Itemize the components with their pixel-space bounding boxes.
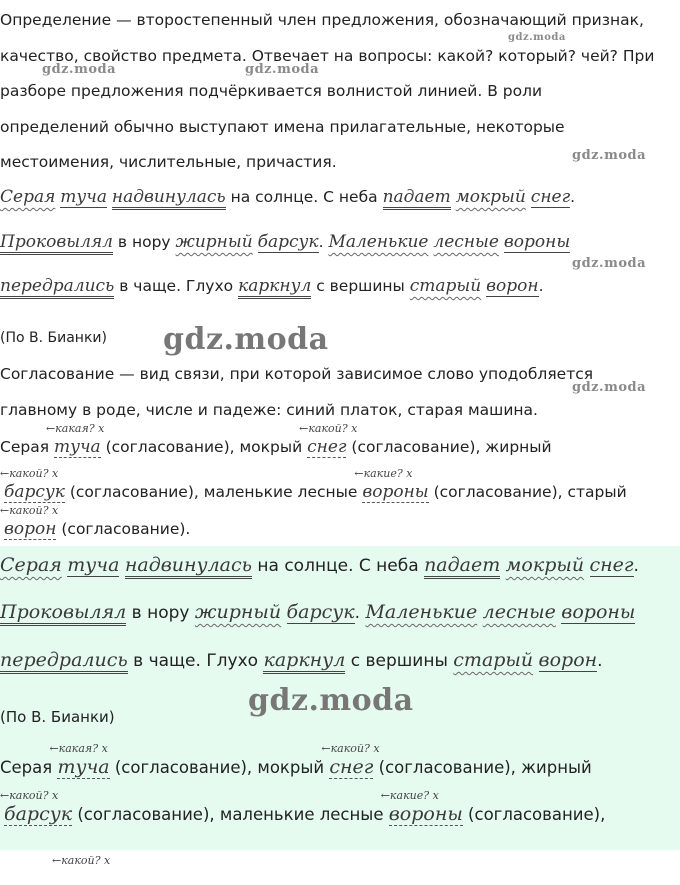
question-annotation: ←какой? x	[52, 854, 111, 867]
agreement-text: (согласование), мокрый	[109, 758, 330, 777]
watermark-logo: gdz.moda	[245, 62, 320, 77]
word-barsuk: барсук	[286, 601, 355, 623]
annotated-word	[0, 789, 73, 825]
word-karknul: каркнул	[263, 649, 345, 674]
text-line-1	[0, 187, 575, 207]
text-fragment: на солнце. С неба	[225, 188, 383, 206]
word-mokryi: мокрый	[455, 187, 526, 207]
word-malenkie: Маленькие	[328, 232, 429, 252]
text-fragment: в чаще. Глухо	[127, 651, 264, 671]
answer-text-line-2	[0, 602, 635, 623]
text-fragment: в нору	[112, 233, 176, 251]
word-lesnye: лесные	[482, 601, 556, 623]
annotated-word	[45, 422, 105, 457]
text-line-3	[0, 276, 544, 296]
text-fragment: .	[633, 556, 639, 576]
agreement-line-3	[0, 504, 191, 539]
word-peredralis: передрались	[0, 276, 114, 299]
text-fragment: .	[318, 233, 324, 251]
agreement-head-word: ворон	[4, 519, 57, 539]
text-fragment: .	[570, 188, 576, 206]
question-annotation: ←какой? x	[299, 422, 358, 435]
agreement-head-word: туча	[57, 756, 110, 778]
word-nadvinulas: надвинулась	[112, 187, 226, 210]
question-annotation: ←какие? x	[354, 467, 413, 480]
text-fragment: .	[354, 603, 361, 623]
definition-line-1: Определение — второстепенный член предложения, обозначающий признак,	[0, 11, 644, 29]
annotated-word	[321, 742, 380, 778]
answer-text-line-3	[0, 650, 603, 671]
definition-line-4: определений обычно выступают имена прилагательные, некоторые	[0, 118, 565, 136]
question-annotation: ←какой? x	[0, 504, 59, 517]
definition-line-5: местоимения, числительные, причастия.	[0, 153, 337, 171]
word-zhirnyi: жирный	[175, 232, 253, 252]
word-vorony: вороны	[561, 601, 636, 623]
annotated-word	[354, 467, 429, 502]
agreement-line-2	[0, 467, 627, 502]
agreement-text: (согласование), жирный	[373, 758, 592, 777]
agreement-text: (согласование).	[56, 520, 191, 538]
word-nadvinulas: надвинулась	[125, 554, 252, 579]
agreement-head-word: барсук	[4, 482, 65, 502]
agreement-word: Серая	[0, 438, 50, 456]
word-prokovylyal: Проковылял	[0, 601, 126, 626]
text-fragment: .	[597, 651, 603, 671]
source-attribution: (По В. Бианки)	[0, 330, 107, 346]
question-annotation: ←какой? x	[0, 467, 59, 480]
word-tucha: туча	[60, 187, 107, 207]
agreement-text: (согласование), жирный	[346, 438, 552, 456]
agreement-text: (согласование), маленькие лесные	[64, 483, 363, 501]
word-sneg: снег	[589, 554, 634, 576]
agreement-definition-line-1: Согласование — вид связи, при которой зависимое слово уподобляется	[0, 365, 594, 383]
agreement-text: (согласование),	[462, 805, 606, 824]
annotated-word	[299, 422, 358, 457]
text-fragment: .	[538, 277, 544, 295]
agreement-definition-line-2: главному в роде, числе и падеже: синий платок, старая машина.	[0, 401, 538, 419]
word-sneg: снег	[530, 187, 571, 207]
word-padaet: падает	[383, 187, 451, 210]
annotated-word	[49, 742, 110, 778]
agreement-text: (согласование), мокрый	[100, 438, 308, 456]
answer-agreement-line-2	[0, 789, 606, 825]
word-voron: ворон	[486, 276, 539, 296]
annotated-word	[0, 504, 59, 539]
definition-line-2: качество, свойство предмета. Отвечает на вопросы: какой? который? чей? При	[0, 47, 655, 65]
word-staryi: старый	[409, 276, 482, 296]
text-fragment: на солнце. С неба	[252, 556, 425, 576]
answer-source-attribution: (По В. Бианки)	[0, 708, 115, 726]
text-fragment: в чаще. Глухо	[114, 277, 239, 295]
word-seraya: Серая	[0, 187, 56, 207]
agreement-head-word: туча	[53, 437, 101, 457]
agreement-text: (согласование), маленькие лесные	[72, 805, 389, 824]
word-lesnye: лесные	[433, 232, 499, 252]
question-annotation: ←какие? x	[380, 789, 439, 802]
word-karknul: каркнул	[238, 276, 311, 299]
watermark-logo: gdz.moda	[42, 62, 117, 77]
watermark-logo: gdz.moda	[248, 683, 414, 718]
agreement-text: (согласование), старый	[428, 483, 627, 501]
text-fragment: с вершины	[311, 277, 410, 295]
question-annotation: ←какая? x	[49, 742, 108, 755]
word-barsuk: барсук	[257, 232, 319, 252]
question-annotation: ←какой? x	[0, 789, 59, 802]
word-zhirnyi: жирный	[194, 601, 282, 623]
agreement-line-1	[0, 422, 552, 457]
word-padaet: падает	[424, 554, 500, 579]
watermark-logo: gdz.moda	[572, 148, 647, 163]
answer-text-line-1	[0, 555, 639, 576]
text-fragment: с вершины	[345, 651, 454, 671]
word-tucha: туча	[67, 554, 120, 576]
agreement-head-word: вороны	[362, 482, 429, 502]
word-prokovylyal: Проковылял	[0, 232, 113, 255]
word-peredralis: передрались	[0, 649, 128, 674]
question-annotation: ←какой? x	[321, 742, 380, 755]
annotated-word	[0, 467, 65, 502]
agreement-head-word: снег	[307, 437, 347, 457]
watermark-logo: gdz.moda	[508, 32, 566, 43]
word-voron: ворон	[538, 649, 598, 671]
answer-agreement-line-1	[0, 742, 592, 778]
annotated-word	[380, 789, 463, 825]
watermark-logo: gdz.moda	[572, 256, 647, 271]
definition-line-3: разборе предложения подчёркивается волнистой линией. В роли	[0, 82, 543, 100]
answer-agreement-line-3-cut	[0, 846, 111, 867]
agreement-head-word: барсук	[4, 803, 73, 825]
question-annotation: ←какая? x	[45, 422, 105, 435]
agreement-word: Серая	[0, 758, 53, 777]
agreement-head-word: снег	[329, 756, 374, 778]
watermark-logo: gdz.moda	[572, 380, 647, 395]
word-staryi: старый	[453, 649, 534, 671]
text-line-2	[0, 232, 570, 252]
word-mokryi: мокрый	[505, 554, 585, 576]
text-fragment: в нору	[126, 603, 195, 623]
word-malenkie: Маленькие	[365, 601, 478, 623]
word-seraya: Серая	[0, 554, 62, 576]
agreement-head-word: вороны	[388, 803, 463, 825]
watermark-logo: gdz.moda	[163, 322, 329, 357]
word-vorony: вороны	[503, 232, 571, 252]
